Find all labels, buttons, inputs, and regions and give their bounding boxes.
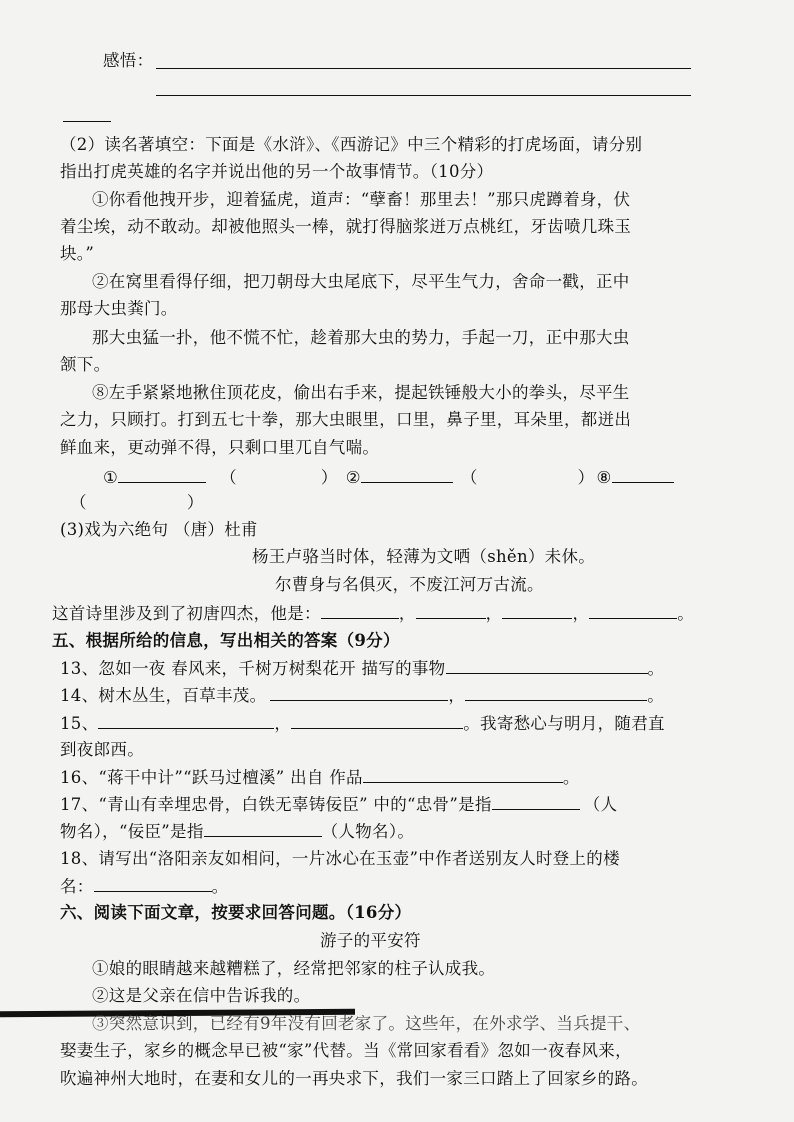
q15-line2: 到夜郎西。 xyxy=(60,740,144,759)
period: 。 xyxy=(677,604,695,623)
q14-row xyxy=(60,684,664,707)
q2-instruction-line2: 指出打虎英雄的名字并说出他的另一个故事情节。（10分） xyxy=(60,162,494,181)
paren-open: （ xyxy=(220,468,237,487)
q13-text: 13、忽如一夜 春风来，千树万树梨花开 描写的事物 xyxy=(60,659,446,678)
q2-blank3-name[interactable] xyxy=(612,466,674,483)
essay-title: 游子的平安符 xyxy=(320,931,421,950)
q17-line2a: 物名），“佞臣”是指 xyxy=(60,822,204,841)
section6-title: 六、阅读下面文章，按要求回答问题。（16分） xyxy=(60,903,412,922)
q2-instruction-line1: （2）读名著填空：下面是《水浒》、《西游记》中三个精彩的打虎场面，请分别 xyxy=(60,135,643,154)
q2-passage3-line1: ⑧左手紧紧地揪住顶花皮，偷出右手来，提起铁锤般大小的拳头，尽平生 xyxy=(92,383,630,402)
q14-text: 14、树木丛生，百草丰茂。 xyxy=(60,686,267,705)
q3-blank2[interactable] xyxy=(416,602,486,619)
q3-title: (3)戏为六绝句 （唐）杜甫 xyxy=(60,520,258,539)
q18-line2: 名： xyxy=(60,877,94,896)
q16-blank[interactable] xyxy=(363,766,563,783)
q2-passage3-line3: 鲜血来，更动弹不得，只剩口里兀自气喘。 xyxy=(60,438,380,457)
q18-blank[interactable] xyxy=(94,875,212,892)
q14-blank1[interactable] xyxy=(270,684,448,701)
blank3-label: ⑧ xyxy=(596,468,612,487)
q2-passage2-line1: ②在窝里看得仔细，把刀朝母大虫尾底下，尽平生气力，舍命一戳，正中 xyxy=(92,272,630,291)
q15-row xyxy=(60,712,665,735)
q2-blank2-name[interactable] xyxy=(361,466,453,483)
q17-blank2[interactable] xyxy=(204,820,322,837)
q16-text: 16、“蒋干中计”“跃马过檀溪” 出自 作品 xyxy=(60,768,363,787)
q17-line1b: （人 xyxy=(583,795,618,814)
essay-para2: ②这是父亲在信中告诉我的。 xyxy=(92,986,311,1005)
essay-para3-line3: 吹遍神州大地时，在妻和女儿的一再央求下，我们一家三口踏上了回家乡的路。 xyxy=(60,1069,648,1088)
q3-verse2: 尔曹身与名俱灭，不废江河万古流。 xyxy=(275,575,544,594)
q2-passage2b-line2: 颔下。 xyxy=(60,355,111,374)
blank1-label: ① xyxy=(103,468,119,487)
period: 。 xyxy=(647,659,665,678)
q3-blank3[interactable] xyxy=(502,602,572,619)
comma: ， xyxy=(572,604,590,623)
essay-para1: ①娘的眼睛越来越糟糕了，经常把邻家的柱子认成我。 xyxy=(92,959,496,978)
q15-blank2[interactable] xyxy=(291,712,463,729)
essay-para3-line2: 娶妻生子，家乡的概念早已被“家”代替。当《常回家看看》忽如一夜春风来， xyxy=(60,1041,632,1060)
q18-row2 xyxy=(60,875,228,898)
ganwu-answer-line-2[interactable] xyxy=(156,95,691,96)
period: 。 xyxy=(211,877,229,896)
q17-line1a: 17、“青山有幸埋忠骨，白铁无辜铸佞臣” 中的“忠骨”是指 xyxy=(60,795,492,814)
q2-blank3-story-row xyxy=(70,492,204,514)
period: 。 xyxy=(562,768,580,787)
q18-line1: 18、请写出“洛阳亲友如相问，一片冰心在玉壶”中作者送别友人时登上的楼 xyxy=(60,849,620,868)
q14-blank2[interactable] xyxy=(465,684,647,701)
q3-blank1[interactable] xyxy=(321,602,399,619)
q15-blank1[interactable] xyxy=(98,712,274,729)
q2-blank1-name[interactable] xyxy=(118,466,206,483)
q2-passage1-line1: ①你看他拽开步，迎着猛虎，道声：“孽畜！那里去！”那只虎蹲着身，伏 xyxy=(92,190,631,209)
q17-row2 xyxy=(60,820,414,843)
essay-para3-line1: ③突然意识到，已经有9年没有回老家了。这些年，在外求学、当兵提干、 xyxy=(92,1014,641,1033)
q2-passage2b-line1: 那大虫猛一扑，他不慌不忙，趁着那大虫的势力，手起一刀，正中那大虫 xyxy=(92,328,630,347)
q17-blank1[interactable] xyxy=(492,793,580,810)
paren-close: ） xyxy=(320,468,338,487)
q3-question-row xyxy=(52,602,694,625)
comma: ， xyxy=(485,604,503,623)
q15-prefix: 15、 xyxy=(60,714,99,733)
q3-blank4[interactable] xyxy=(589,602,677,619)
q3-question: 这首诗里涉及到了初唐四杰，他是： xyxy=(52,604,321,623)
paren-open: （ xyxy=(70,493,87,512)
q17-row1 xyxy=(60,793,617,816)
period: 。 xyxy=(647,686,665,705)
q13-row xyxy=(60,657,664,680)
paren-close: ） xyxy=(577,468,595,487)
ganwu-answer-line-3[interactable] xyxy=(63,121,111,122)
q16-row xyxy=(60,766,580,789)
ganwu-label: 感悟： xyxy=(103,51,154,70)
comma: ， xyxy=(398,604,416,623)
comma: ， xyxy=(274,714,292,733)
q17-line2b: （人物名）。 xyxy=(321,822,415,841)
q3-verse1: 杨王卢骆当时体，轻薄为文哂（shěn）未休。 xyxy=(252,547,596,566)
q2-passage1-line3: 块。” xyxy=(60,244,95,263)
ganwu-answer-line-1[interactable] xyxy=(156,68,691,69)
section5-title: 五、根据所给的信息，写出相关的答案（9分） xyxy=(52,631,400,650)
comma: ， xyxy=(448,686,466,705)
q2-passage3-line2: 之力，只顾打。打到五七十拳，那大虫眼里，口里，鼻子里，耳朵里，都迸出 xyxy=(60,410,632,429)
q2-answer-row xyxy=(103,466,674,489)
blank2-label: ② xyxy=(345,468,361,487)
q13-blank[interactable] xyxy=(446,657,648,674)
paren-close: ） xyxy=(186,493,204,512)
q2-passage2-line2: 那母大虫粪门。 xyxy=(60,299,178,318)
q2-passage1-line2: 着尘埃，动不敢动。却被他照头一棒，就打得脑浆迸万点桃红，牙齿喷几珠玉 xyxy=(60,217,632,236)
q15-suffix: 。我寄愁心与明月，随君直 xyxy=(463,714,665,733)
paren-open: （ xyxy=(460,468,478,487)
